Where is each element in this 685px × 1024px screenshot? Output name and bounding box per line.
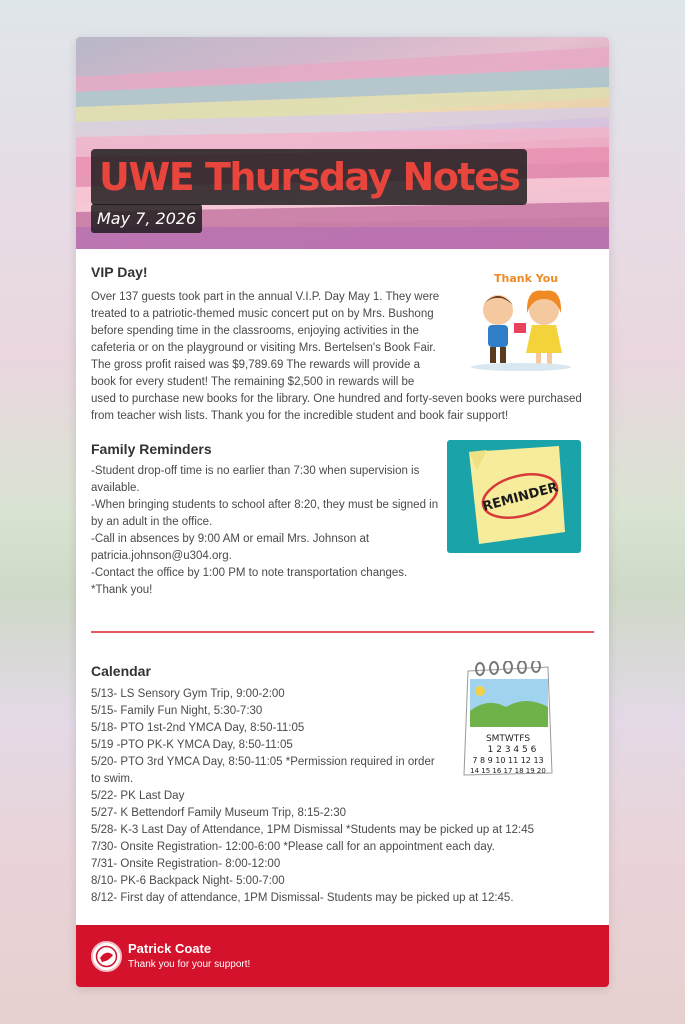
newsletter-card — [76, 37, 609, 987]
school-logo-icon — [93, 943, 120, 970]
vip-line: before spending time in the classrooms, enjoying activities in the — [91, 325, 419, 337]
family-reminders-text — [91, 463, 441, 599]
footer-bar — [76, 925, 609, 987]
vip-line: cafeteria or on the playground or visiting Mrs. Bertelsen's Book Fair. — [91, 342, 436, 354]
reminder-line: -Student drop-off time is no earlier than 7:30 when supervision is — [91, 465, 420, 477]
reminder-image-text: REMINDER — [481, 480, 560, 515]
calendar-dates-row: 7 8 9 10 11 12 13 — [472, 756, 544, 765]
calendar-item: 8/12- First day of attendance, 1PM Dismissal- Students may be picked up at 12:45. — [91, 892, 514, 904]
calendar-item: 5/27- K Bettendorf Family Museum Trip, 8:15-2:30 — [91, 807, 347, 819]
reminder-line: -Contact the office by 1:00 PM to note transportation changes. — [91, 567, 408, 579]
vip-line: The gross profit raised was $9,789.69 The rewards will provide a — [91, 359, 420, 371]
footer-message: Thank you for your support! — [128, 959, 251, 970]
calendar-item: 5/22- PK Last Day — [91, 790, 185, 802]
calendar-item: to swim. — [91, 773, 134, 785]
issue-date: May 7, 2026 — [91, 204, 202, 233]
thank-you-kids-image — [464, 265, 579, 375]
calendar-item: 7/31- Onsite Registration- 8:00-12:00 — [91, 858, 281, 870]
reminder-line: -Call in absences by 9:00 AM or email Mrs. Johnson at — [91, 533, 370, 545]
calendar-dates-row: 14 15 16 17 18 19 20 — [470, 767, 546, 775]
calendar-heading: Calendar — [91, 663, 151, 679]
family-reminders-heading: Family Reminders — [91, 441, 212, 457]
reminder-note-image — [447, 440, 581, 553]
reminder-line: available. — [91, 482, 140, 494]
page-title: UWE Thursday Notes — [91, 149, 527, 205]
vip-line: book for every student! The remaining $2,500 in rewards will be — [91, 376, 415, 388]
school-logo — [91, 941, 122, 972]
reminder-line: *Thank you! — [91, 584, 153, 596]
author-name[interactable]: Patrick Coate — [128, 941, 212, 956]
calendar-item: 5/28- K-3 Last Day of Attendance, 1PM Dismissal *Students may be picked up at 12:45 — [91, 824, 534, 836]
thank-you-text: Thank You — [494, 272, 559, 285]
vip-line: used to purchase new books for the library. One hundred and forty-seven books were purchased — [91, 393, 582, 405]
reminder-line: -When bringing students to school after 8:20, they must be signed in — [91, 499, 439, 511]
vip-line: Over 137 guests took part in the annual V.I.P. Day May 1. They were — [91, 291, 440, 303]
calendar-item: 5/15- Family Fun Night, 5:30-7:30 — [91, 705, 263, 717]
vip-line: treated to a patriotic-themed music concert put on by Mrs. Bushong — [91, 308, 434, 320]
calendar-item: 8/10- PK-6 Backpack Night- 5:00-7:00 — [91, 875, 285, 887]
calendar-item: 5/18- PTO 1st-2nd YMCA Day, 8:50-11:05 — [91, 722, 305, 734]
calendar-item: 5/19 -PTO PK-K YMCA Day, 8:50-11:05 — [91, 739, 293, 751]
calendar-days-row: SMTWTFS — [485, 734, 531, 744]
calendar-item: 5/13- LS Sensory Gym Trip, 9:00-2:00 — [91, 688, 285, 700]
header-banner — [76, 37, 609, 249]
calendar-item: 5/20- PTO 3rd YMCA Day, 8:50-11:05 *Permission required in order — [91, 756, 435, 768]
calendar-item: 7/30- Onsite Registration- 12:00-6:00 *Please call for an appointment each day. — [91, 841, 495, 853]
vip-line: from teacher wish lists. Thank you for the incredible student and book fair support! — [91, 410, 509, 422]
section-divider — [91, 631, 594, 633]
reminder-line: patricia.johnson@u304.org. — [91, 550, 232, 562]
vip-day-heading: VIP Day! — [91, 264, 148, 280]
reminder-line: by an adult in the office. — [91, 516, 213, 528]
calendar-image — [456, 661, 556, 779]
calendar-dates-row: 1 2 3 4 5 6 — [487, 745, 537, 755]
